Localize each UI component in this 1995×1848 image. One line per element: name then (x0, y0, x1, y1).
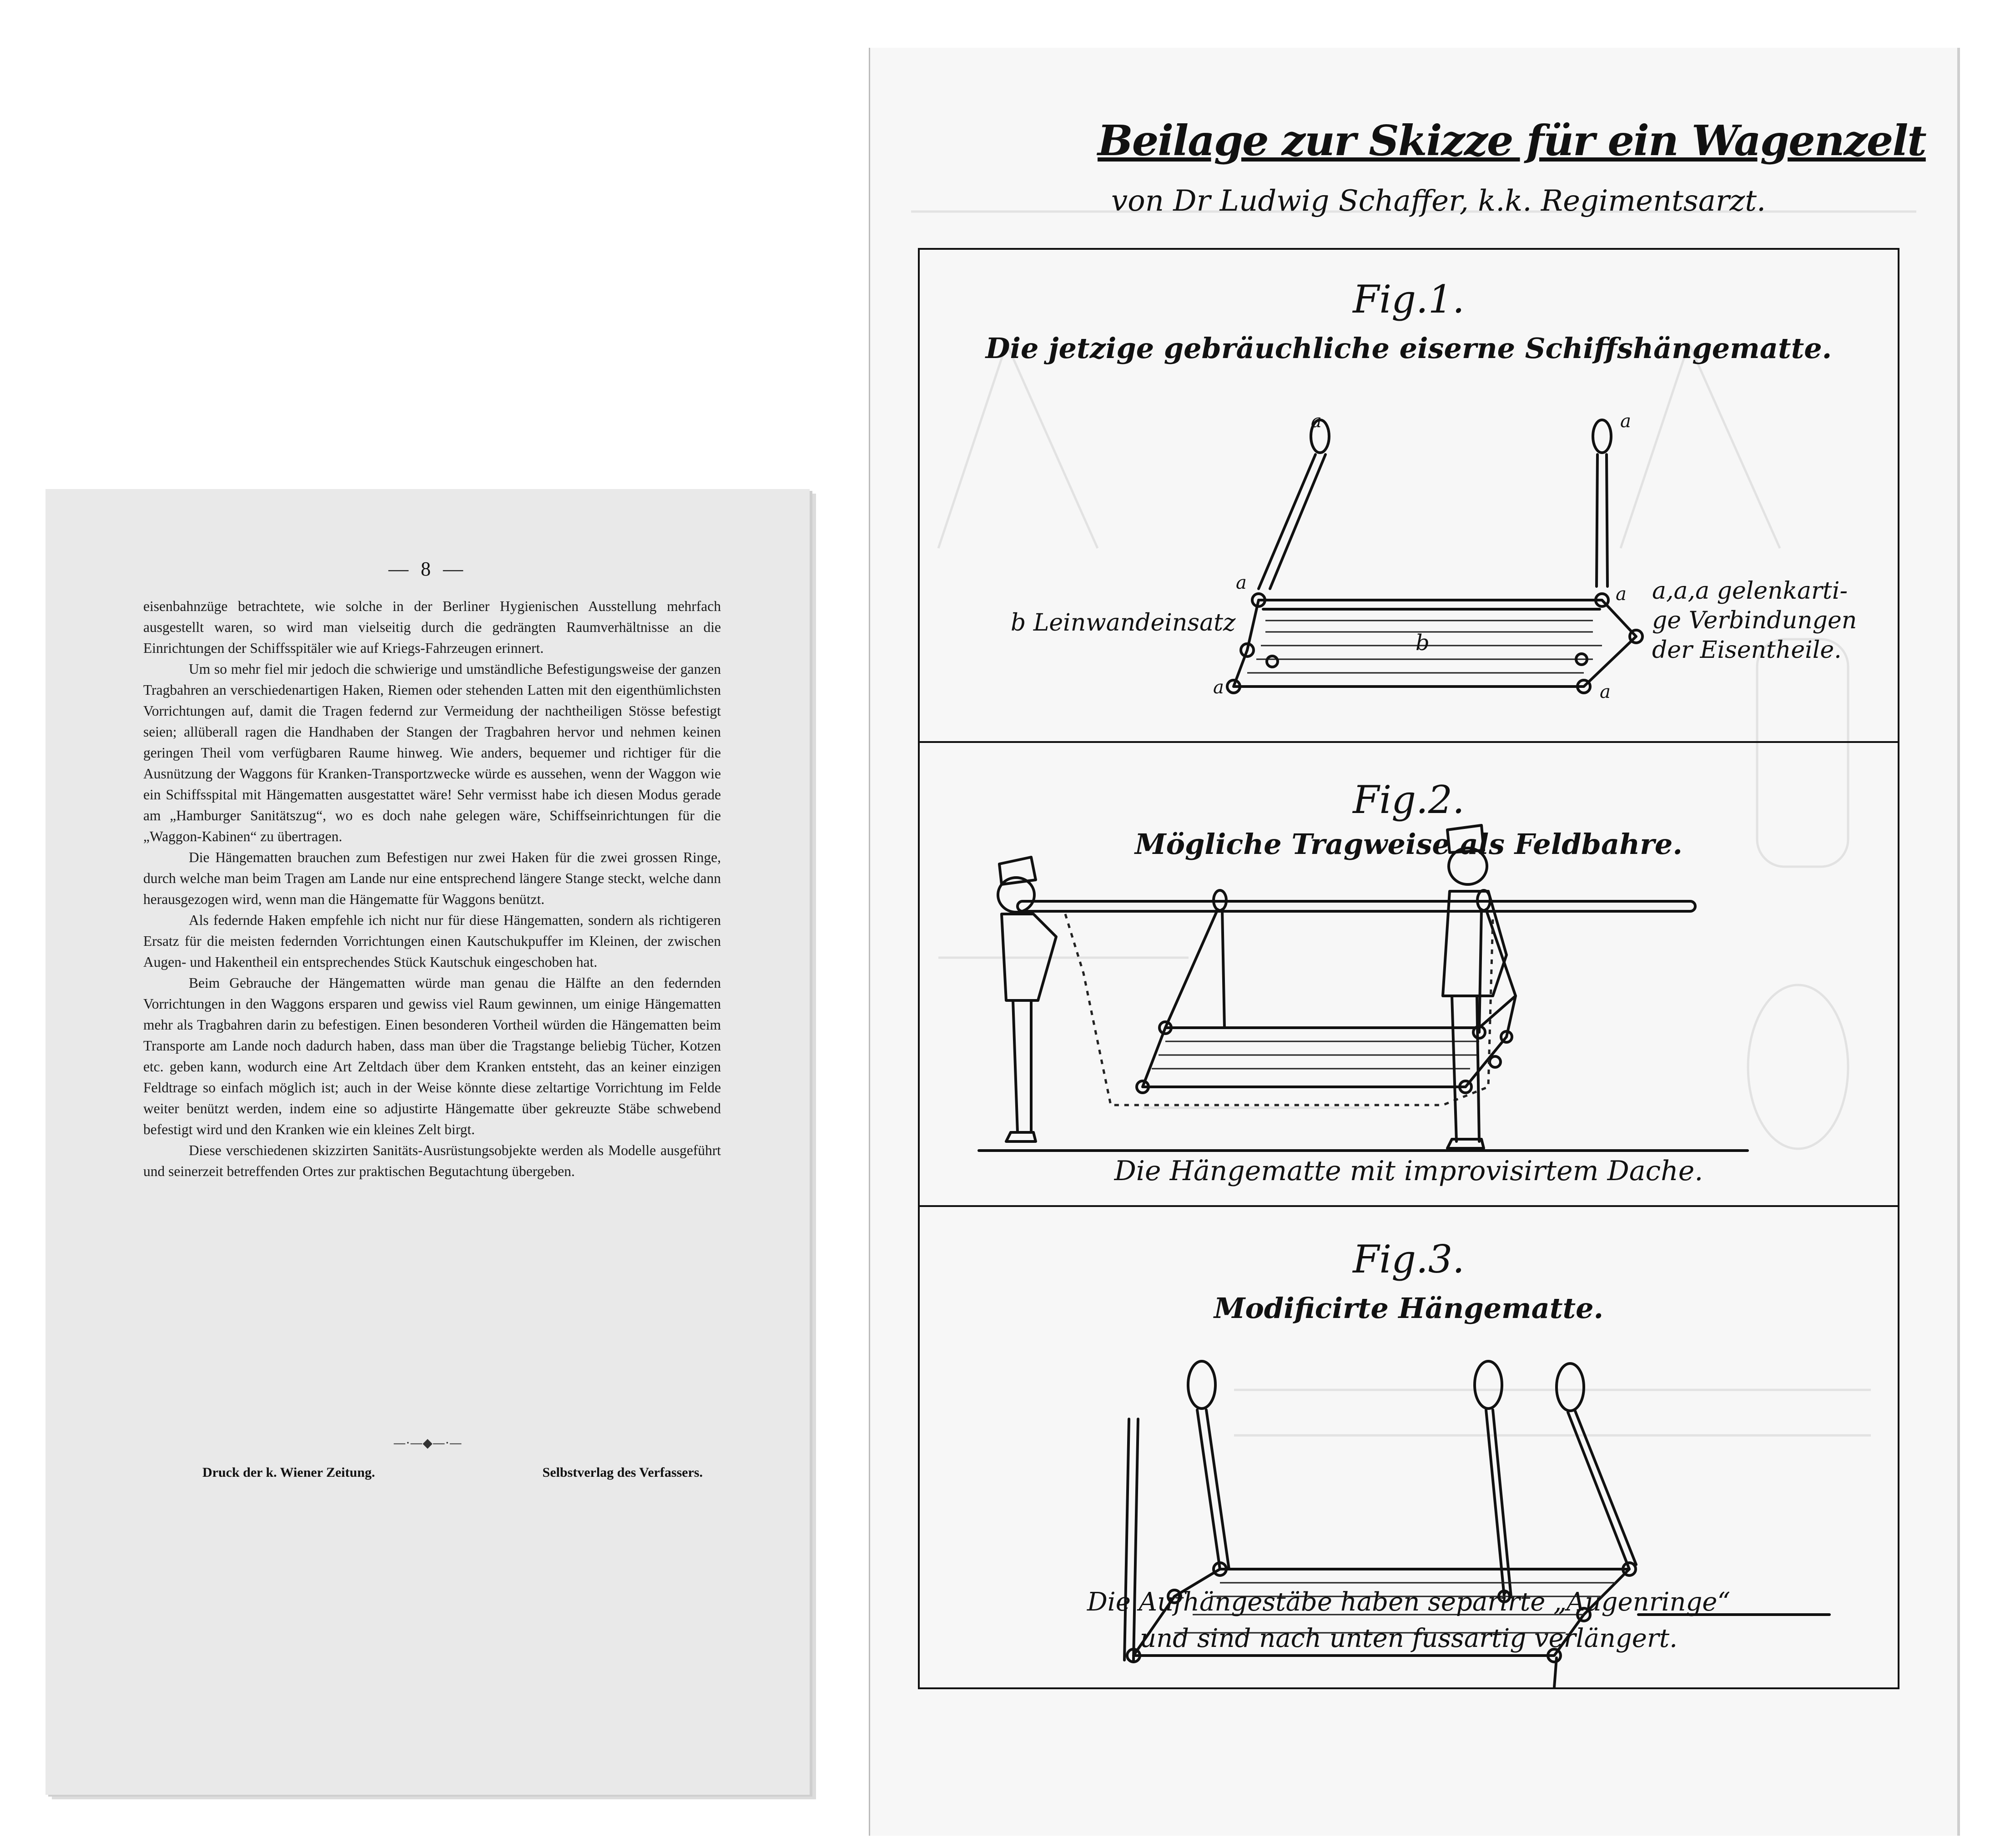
paragraph-4: Als federnde Haken empfehle ich nicht nur für diese Hängematten, sondern als richtigeren Ersatz für die meisten federnden Vorrichtungen einen Kautschukpuffer im Kleinen, der zwischen Augen- und Hakentheil ein entsprechendes Stück Kautschuk eingeschoben hat. (143, 912, 721, 970)
paragraph-1: eisenbahnzüge betrachtete, wie solche in der Berliner Hygienischen Ausstellung mehrfach ausgestellt waren, so wird man vielseitig durch die gedrängten Raumverhältnisse an die Einrichtungen der Schiffsspitäler wie auf Kriegs-Fahrzeugen erinnert. (143, 598, 721, 656)
fig2-label: Fig.2. (1353, 778, 1465, 822)
svg-text:a: a (1616, 584, 1627, 605)
figure-frame (918, 248, 1899, 1689)
fig2-carrying-pole (1018, 901, 1695, 911)
fig2-caption: Mögliche Tragweise als Feldbahre. (1135, 828, 1683, 861)
imprint-printer: Druck der k. Wiener Zeitung. (202, 1465, 375, 1480)
fig1-ring-right (1593, 420, 1611, 453)
svg-text:a: a (1600, 682, 1611, 702)
fig1-hammock-drawing (920, 250, 1898, 741)
fig3-bottom-line-1: Die Aufhängestäbe haben separirte „Augenringe“ (1087, 1587, 1731, 1617)
paragraph-6: Diese verschiedenen skizzirten Sanitäts-Ausrüstungsobjekte werden als Modelle ausgeführt und seinerzeit betreffenden Ortes zur praktischen Begutachtung übergeben. (143, 1142, 721, 1179)
fig1-right-note-3: der Eisentheile. (1652, 636, 1842, 664)
sheet-title: Beilage zur Skizze für ein Wagenzelt (1098, 116, 1926, 165)
imprint-publisher: Selbstverlag des Verfassers. (542, 1465, 703, 1480)
paragraph-3: Die Hängematten brauchen zum Befestigen nur zwei Haken für die zwei grossen Ringe, durch welche man beim Tragen am Lande nur eine entsprechend längere Stange steckt, welche dann herausgezogen wird, wenn man die Hängematte für Waggons benützt. (143, 849, 721, 907)
fig3-ring-2 (1475, 1361, 1502, 1409)
sheet-subtitle: von Dr Ludwig Schaffer, k.k. Regimentsarzt. (1111, 184, 1766, 218)
fig3-bottom-line-2: und sind nach unten fussartig verlängert. (1140, 1624, 1678, 1653)
fig1-caption: Die jetzige gebräuchliche eiserne Schiffshängematte. (985, 332, 1832, 365)
fig1-letter-b: b (1416, 630, 1430, 656)
svg-text:a: a (1213, 677, 1224, 698)
left-printed-page (45, 489, 810, 1795)
fig3-ring-3 (1557, 1363, 1584, 1411)
fig2-bearer-right (1443, 825, 1506, 1148)
paragraph-2: Um so mehr fiel mir jedoch die schwierige und umständliche Befestigungsweise der ganzen Tragbahren an verschiedenartigen Haken, Riemen oder stehenden Latten mit den eigenthümlichsten Vorrichtungen auf, damit die Tragen federnd zur Vermeidung der nachtheiligen Stösse befestigt seien; allüberall ragen die Handhaben der Stangen der Tragbahren hervor und nehmen keinen geringen Theil vom verfügbaren Raume hinweg. Wie anders, bequemer und richtiger für die Ausnützung der Waggons für Kranken-Transportzwecke würde es aussehen, wenn der Waggon wie ein Schiffsspital mit Hängematten ausgestattet wäre! Sehr vermisst habe ich diesen Modus gerade am „Hamburger Sanitätszug“, wo es doch nahe gelegen wäre, Schiffseinrichtungen für die „Waggon-Kabinen“ zu übertragen. (143, 661, 721, 844)
page-number: — 8 — (388, 558, 467, 580)
paragraph-5: Beim Gebrauche der Hängematten würde man genau die Hälfte an den federnden Vorrichtungen in den Waggons ersparen und gewiss viel Raum gewinnen, um einige Hängematten mehr als Tragbahren darin zu befestigen. Einen besonderen Vortheil würden die Hängematten beim Transporte am Lande noch dadurch haben, dass man über die Tragstange beliebig Tücher, Kotzen etc. geben kann, wodurch eine Art Zeltdach über dem Kranken entsteht, das an keiner einzigen Feldtrage so einfach möglich ist; auch in der Weise könnte diese zeltartige Vorrichtung im Felde weiter benützt werden, indem eine so adjustirte Hängematte über gekreuzte Stäbe schwebend befestigt wird und den Kranken wie ein kleines Zelt birgt. (143, 975, 721, 1137)
svg-text:a: a (1236, 572, 1247, 593)
fig3-ring-1 (1188, 1361, 1215, 1409)
fig2-bearer-left (998, 857, 1056, 1141)
right-illustration-sheet (869, 48, 1960, 1836)
fig1-right-note-2: ge Verbindungen (1652, 607, 1857, 634)
ornamental-divider: —·—◆—·— (393, 1435, 462, 1450)
imprint (202, 1465, 703, 1480)
fig3-caption: Modificirte Hängematte. (1214, 1292, 1604, 1325)
fig3-label: Fig.3. (1353, 1237, 1465, 1282)
body-text (143, 596, 721, 1182)
fig1-letter-a-right: a (1620, 411, 1631, 432)
fig1-right-note-1: a,a,a gelenkarti- (1652, 577, 1848, 605)
fig2-bottom-caption: Die Hängematte mit improvisirtem Dache. (1114, 1155, 1703, 1187)
fig2-roof-cloth (1065, 914, 1493, 1105)
fig1-label: Fig.1. (1353, 277, 1465, 322)
fig1-left-note: b Leinwandeinsatz (1011, 609, 1236, 636)
fig1-letter-a: a (1311, 411, 1322, 432)
